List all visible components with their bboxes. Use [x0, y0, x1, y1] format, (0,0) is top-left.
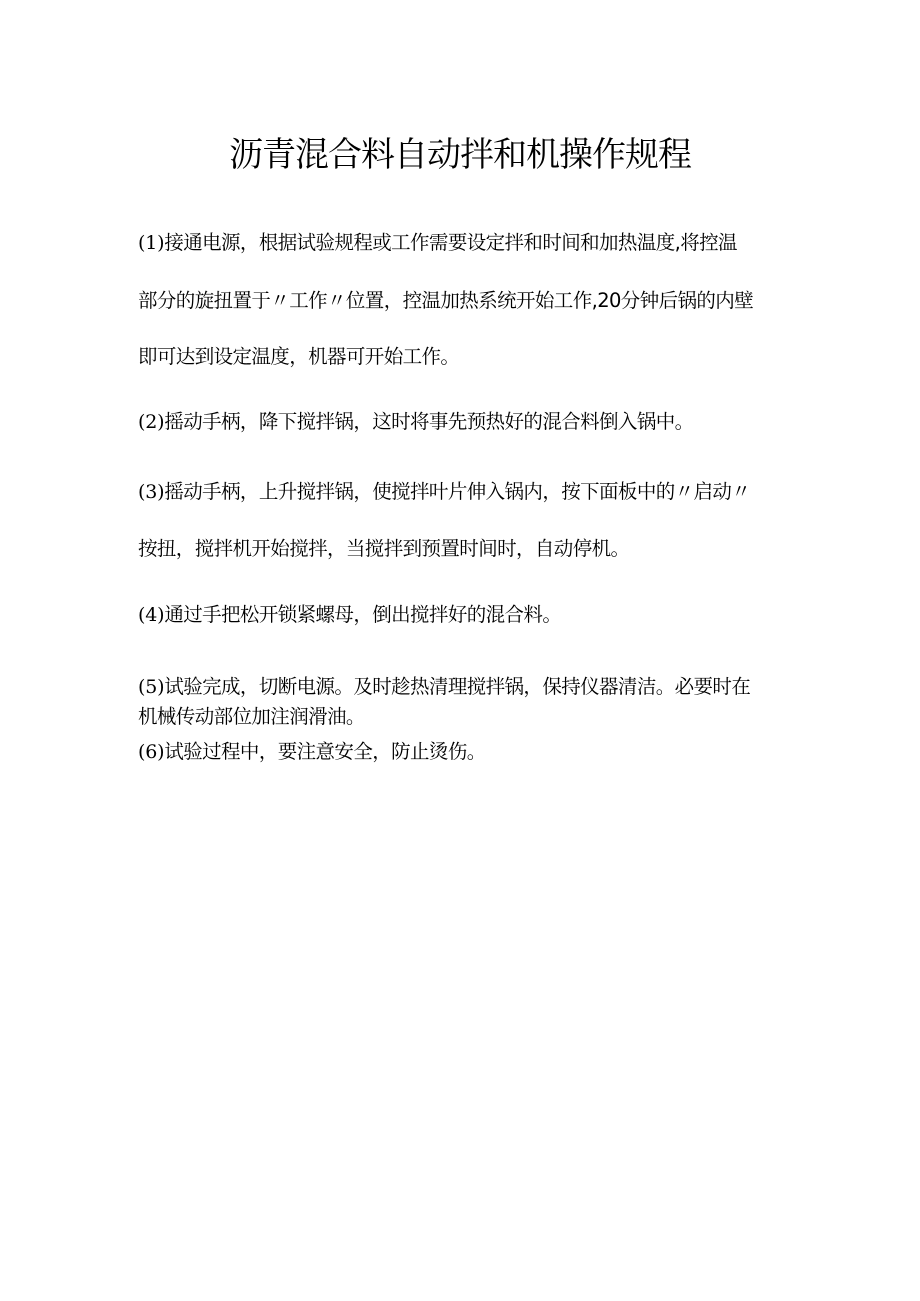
- step-3-line-2: [138, 535, 629, 563]
- step-2-number: (2): [138, 411, 165, 433]
- step-3-line-1: [138, 478, 750, 506]
- step-6-text-line-1: 试验过程中，要注意安全，防止烫伤。: [164, 740, 486, 763]
- step-3-text-line-2: 按扭，搅拌机开始搅拌，当搅拌到预置时间时，自动停机。: [138, 537, 630, 560]
- step-5-line-2: [138, 703, 365, 731]
- step-6-line-1: [138, 738, 486, 766]
- step-1-text-line-3: 即可达到设定温度，机器可开始工作。: [138, 345, 460, 368]
- step-6-number: (6): [138, 741, 165, 763]
- step-1-text-line-2: 部分的旋扭置于〃工作〃位置，控温加热系统开始工作,20分钟后锅的内壁: [138, 289, 754, 312]
- step-4-text-line-1: 通过手把松开锁紧螺母，倒出搅拌好的混合料。: [164, 603, 562, 626]
- step-3-text-line-1: 摇动手柄，上升搅拌锅，使搅拌叶片伸入锅内，按下面板中的〃启动〃: [164, 480, 751, 503]
- step-5-text-line-2: 机械传动部位加注润滑油。: [138, 705, 365, 728]
- step-3-number: (3): [138, 481, 165, 503]
- step-5-line-1: [138, 673, 750, 701]
- step-2-line-1: [138, 408, 694, 436]
- step-1-line-1: [138, 229, 737, 257]
- step-1-line-3: [138, 343, 459, 371]
- document-title: 沥青混合料自动拌和机操作规程: [229, 135, 691, 175]
- step-1-number: (1): [138, 232, 165, 254]
- step-4-number: (4): [138, 604, 165, 626]
- step-5-number: (5): [138, 676, 165, 698]
- step-5-text-line-1: 试验完成，切断电源。及时趁热清理搅拌锅，保持仪器清洁。必要时在: [164, 675, 751, 698]
- step-4-line-1: [138, 601, 561, 629]
- step-1-line-2: [138, 287, 753, 315]
- step-1-text-line-1: 接通电源，根据试验规程或工作需要设定拌和时间和加热温度,将控温: [164, 231, 737, 254]
- step-2-text-line-1: 摇动手柄，降下搅拌锅，这时将事先预热好的混合料倒入锅中。: [164, 410, 694, 433]
